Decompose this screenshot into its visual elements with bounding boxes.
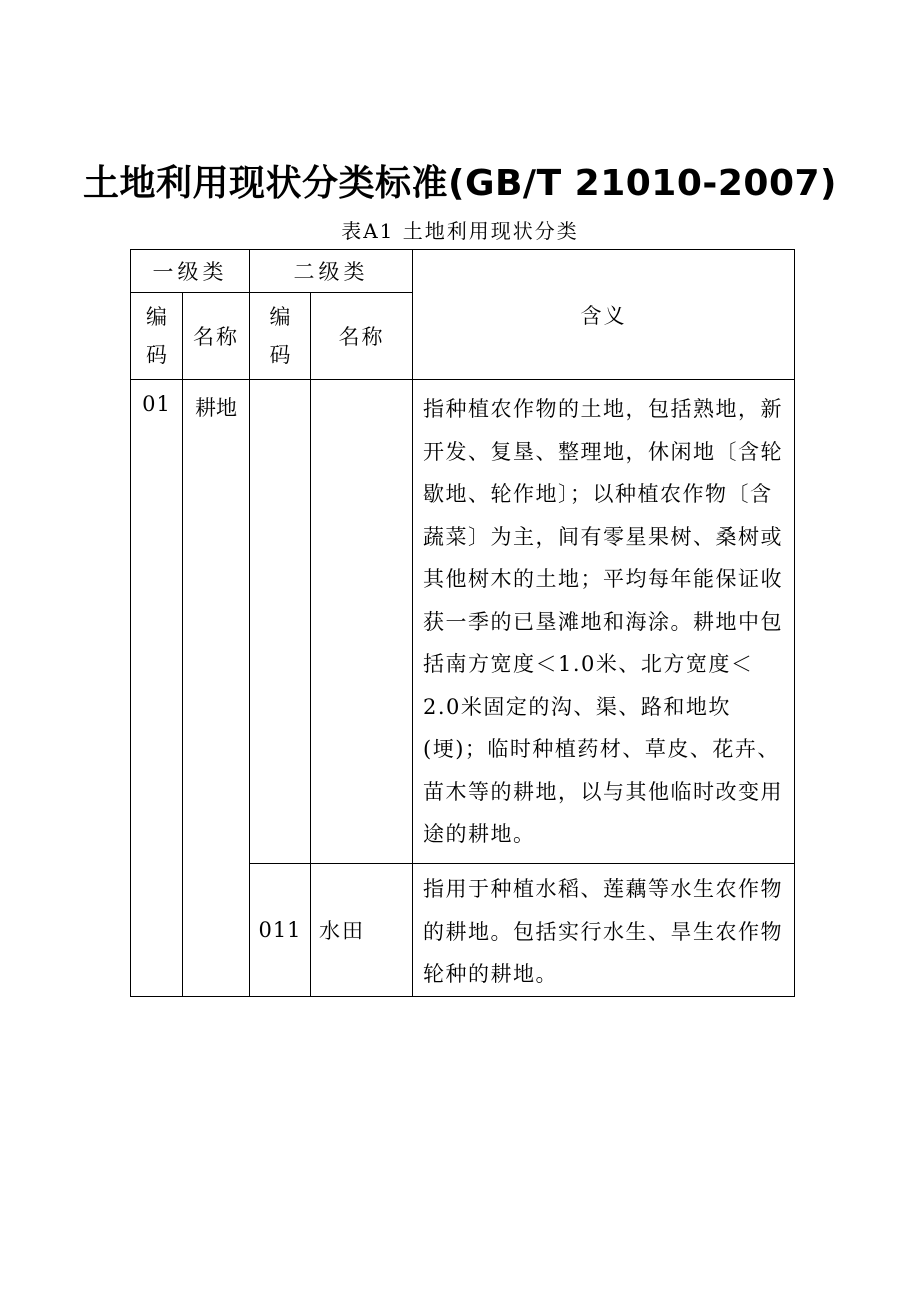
header-level1: 一级类 bbox=[131, 250, 250, 293]
group-header-row bbox=[131, 250, 795, 293]
level2-code-cell bbox=[250, 380, 311, 864]
header-level2: 二级类 bbox=[250, 250, 413, 293]
land-classification-table bbox=[130, 249, 795, 997]
header-level2-code bbox=[250, 293, 311, 380]
table-caption: 表A1 土地利用现状分类 bbox=[341, 219, 579, 243]
meaning-cell: 指用于种植水稻、莲藕等水生农作物的耕地。包括实行水生、旱生农作物轮种的耕地。 bbox=[413, 864, 795, 997]
table-row bbox=[131, 380, 795, 864]
code-header-label: 编码 bbox=[269, 305, 291, 367]
header-level2-name: 名称 bbox=[311, 293, 413, 380]
header-level1-code bbox=[131, 293, 183, 380]
meaning-cell: 指种植农作物的土地，包括熟地，新开发、复垦、整理地，休闲地〔含轮歇地、轮作地〕；以种植农作物〔含蔬菜〕为主，间有零星果树、桑树或其他树木的土地；平均每年能保证收获一季的已垦滩地和海涂。耕地中包括南方宽度＜1.0米、北方宽度＜2.0米固定的沟、渠、路和地坎(埂)；临时种植药材、草皮、花卉、苗木等的耕地，以与其他临时改变用途的耕地。 bbox=[413, 380, 795, 864]
level2-name-cell: 水田 bbox=[311, 864, 413, 997]
document-title: 土地利用现状分类标准(GB/T 21010-2007) bbox=[82, 163, 837, 204]
level1-name-cell: 耕地 bbox=[183, 380, 250, 997]
level2-code-cell: 011 bbox=[250, 864, 311, 997]
code-header-label: 编码 bbox=[146, 305, 167, 367]
level1-code-cell: 01 bbox=[131, 380, 183, 997]
header-level1-name: 名称 bbox=[183, 293, 250, 380]
level2-name-cell bbox=[311, 380, 413, 864]
header-meaning: 含义 bbox=[413, 250, 795, 380]
